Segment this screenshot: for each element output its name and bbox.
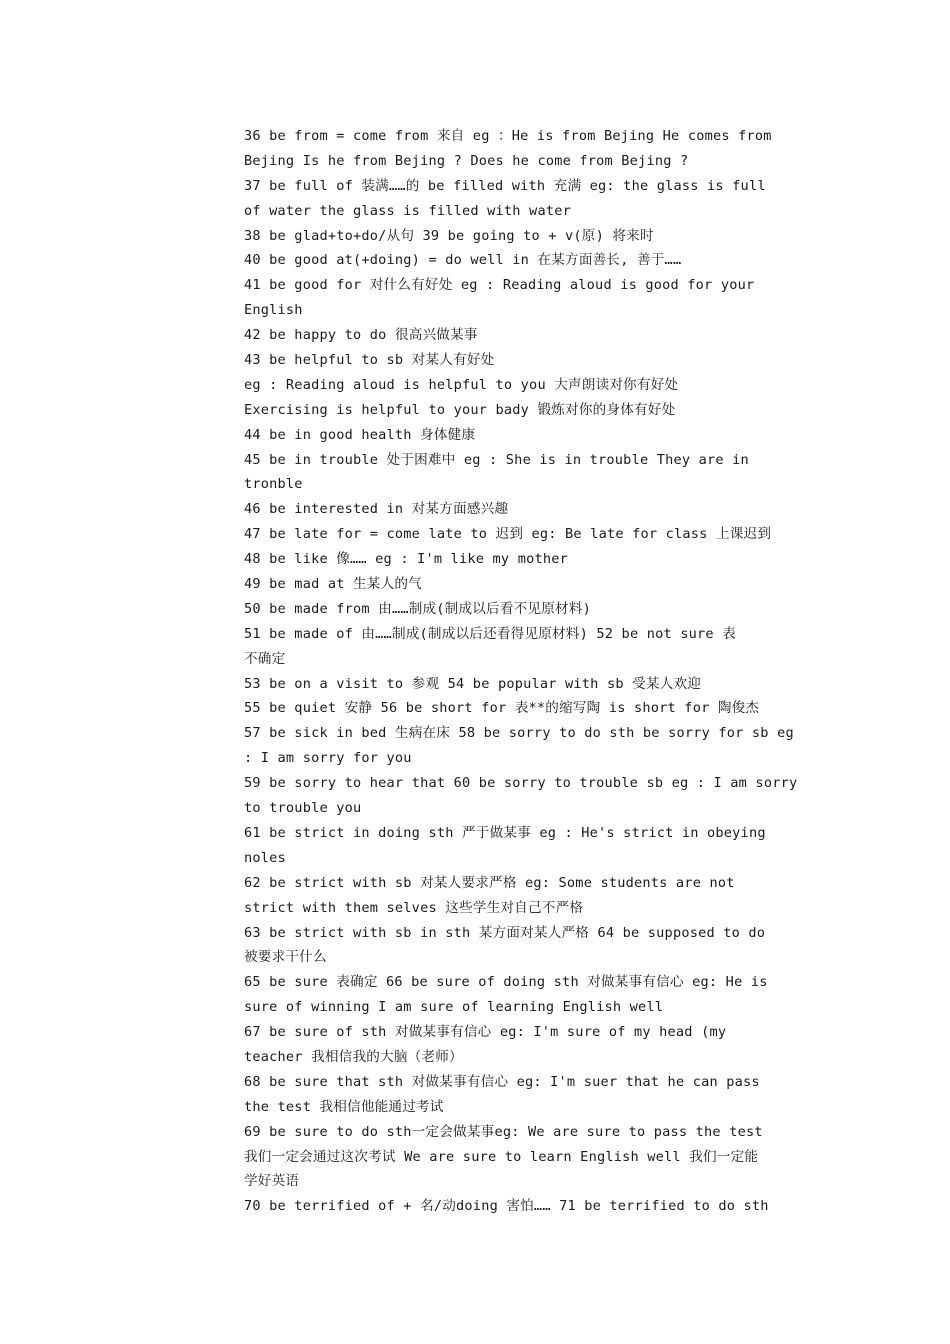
text-line: 40 be good at(+doing) = do well in 在某方面善长, 善于…… [244,252,682,269]
text-line: 学好英语 [244,1173,300,1190]
text-line: 70 be terrified of + 名/动doing 害怕…… 71 be terrified to do sth [244,1198,769,1215]
text-line: 68 be sure that sth 对做某事有信心 eg: I'm suer that he can pass [244,1073,760,1090]
text-line: : I am sorry for you [244,750,412,767]
text-line: sure of winning I am sure of learning English well [244,999,664,1016]
text-line: 45 be in trouble 处于困难中 eg : She is in trouble They are in [244,451,749,468]
text-line: 43 be helpful to sb 对某人有好处 [244,352,495,369]
text-line: 不确定 [244,650,286,667]
text-line: 42 be happy to do 很高兴做某事 [244,327,478,344]
text-line: 44 be in good health 身体健康 [244,426,476,443]
text-line: 41 be good for 对什么有好处 eg : Reading aloud is good for your [244,277,755,294]
text-line: 62 be strict with sb 对某人要求严格 eg: Some students are not [244,874,735,891]
text-line: tronble [244,476,303,493]
text-line: to trouble you [244,800,362,817]
text-line: 61 be strict in doing sth 严于做某事 eg : He's strict in obeying [244,824,766,841]
text-line: 我们一定会通过这次考试 We are sure to learn English well 我们一定能 [244,1148,759,1165]
text-line: strict with them selves 这些学生对自己不严格 [244,899,584,916]
text-line: 57 be sick in bed 生病在床 58 be sorry to do sth be sorry for sb eg [244,725,794,742]
text-line: eg : Reading aloud is helpful to you 大声朗读对你有好处 [244,376,679,393]
text-line: 53 be on a visit to 参观 54 be popular with sb 受某人欢迎 [244,675,702,692]
text-line: 46 be interested in 对某方面感兴趣 [244,501,509,518]
text-line: 67 be sure of sth 对做某事有信心 eg: I'm sure of my head (my [244,1024,727,1041]
text-line: 47 be late for = come late to 迟到 eg: Be late for class 上课迟到 [244,526,772,543]
text-line: the test 我相信他能通过考试 [244,1098,444,1115]
text-line: noles [244,849,286,866]
text-line: 48 be like 像…… eg : I'm like my mother [244,551,569,568]
text-line: 49 be mad at 生某人的气 [244,576,422,593]
text-line: 51 be made of 由……制成(制成以后还看得见原材料) 52 be not sure 表 [244,625,736,642]
text-line: 36 be from = come from 来自 eg ：He is from Bejing He comes from [244,128,772,144]
text-line: 65 be sure 表确定 66 be sure of doing sth 对做某事有信心 eg: He is [244,974,768,991]
text-line: 37 be full of 装满……的 be filled with 充满 eg: the glass is full [244,177,766,194]
text-line: 55 be quiet 安静 56 be short for 表**的缩写陶 is short for 陶俊杰 [244,700,760,717]
document-body [244,124,824,1219]
text-line: 69 be sure to do sth一定会做某事eg: We are sure to pass the test [244,1123,763,1140]
text-line: 38 be glad+to+do/从句 39 be going to + v(原) 将来时 [244,227,654,244]
text-line: teacher 我相信我的大脑（老师） [244,1048,463,1065]
text-line: 59 be sorry to hear that 60 be sorry to trouble sb eg : I am sorry [244,775,798,792]
text-line: 63 be strict with sb in sth 某方面对某人严格 64 be supposed to do [244,924,766,941]
text-line: Bejing Is he from Bejing ? Does he come from Bejing ? [244,152,689,169]
text-line: English [244,302,303,319]
text-line: 50 be made from 由……制成(制成以后看不见原材料) [244,600,592,617]
text-line: Exercising is helpful to your bady 锻炼对你的身体有好处 [244,401,676,418]
text-line: 被要求干什么 [244,949,327,966]
text-line: of water the glass is filled with water [244,202,571,219]
